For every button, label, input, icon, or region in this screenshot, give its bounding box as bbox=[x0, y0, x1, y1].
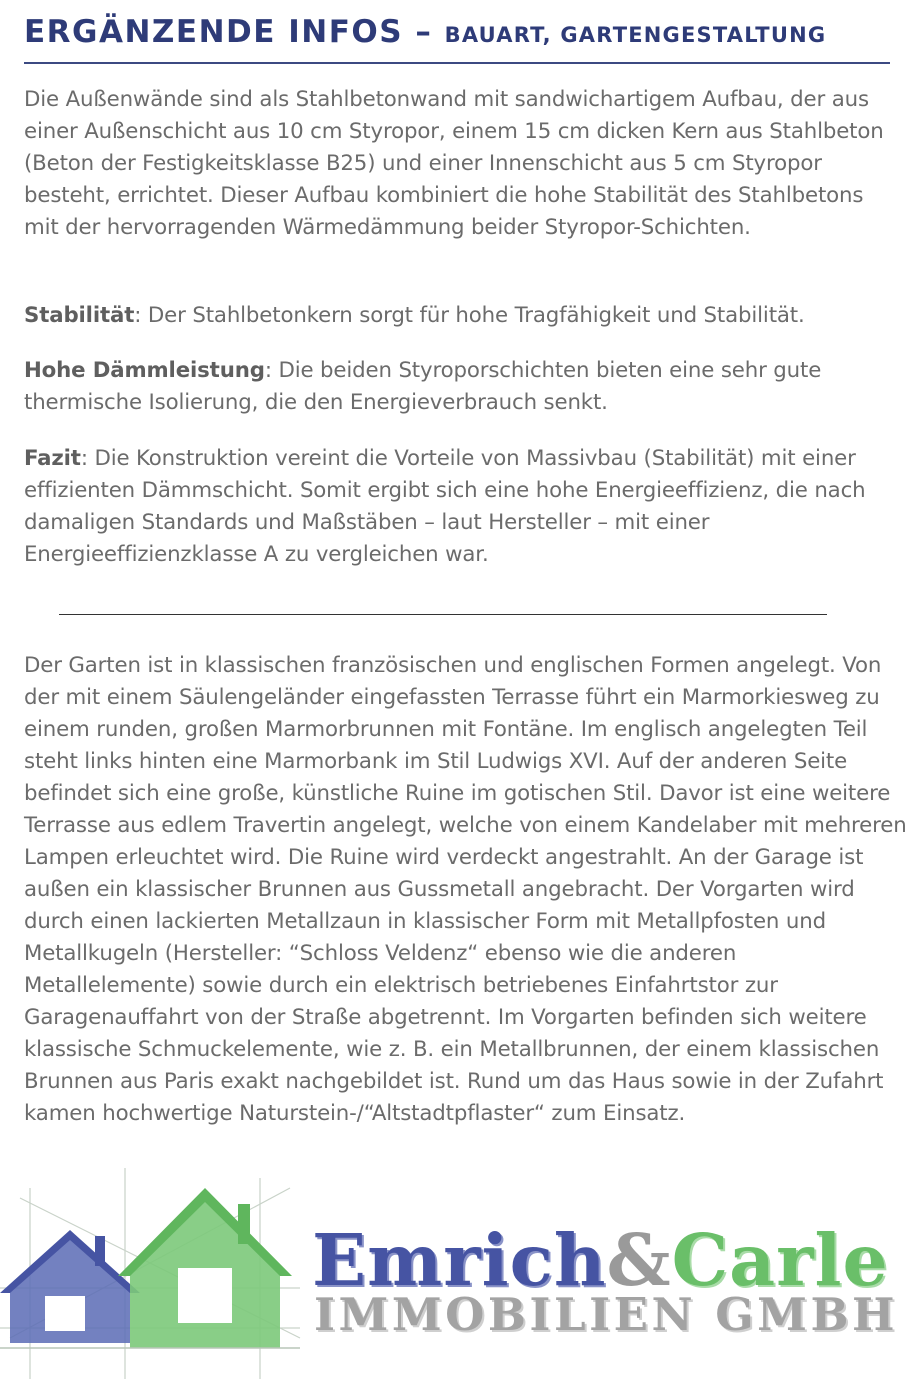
construction-intro: Die Außenwände sind als Stahlbetonwand mit sandwichartigem Aufbau, der aus einer Außenschicht aus 10 cm Styropor, einem 15 cm dicken Kern aus Stahlbeton (Beton der Festigkeitsklasse B25) und einer Innenschicht aus 5 cm Styropor besteht, errichtet. Dieser Aufbau kombiniert die hohe Stabilität des Stahlbetons mit der hervorragenden Wärmedämmung beider Styropor-Schichten. bbox=[24, 87, 884, 240]
stability-label: Stabilität bbox=[24, 303, 135, 328]
title-main: ERGÄNZENDE INFOS – bbox=[24, 14, 433, 50]
conclusion-label: Fazit bbox=[24, 446, 81, 471]
logo-subtitle: IMMOBILIEN GMBH bbox=[314, 1288, 899, 1341]
conclusion-paragraph bbox=[24, 443, 899, 571]
logo-name-emrich: Emrich bbox=[312, 1218, 607, 1302]
insulation-text: : Die beiden Styroporschichten bieten eine sehr gute thermische Isolierung, die den Energieverbrauch senkt. bbox=[24, 358, 822, 415]
garden-paragraph: Der Garten ist in klassischen französischen und englischen Formen angelegt. Von der mit einem Säulengeländer eingefassten Terrasse führt ein Marmorkiesweg zu einem runden, großen Marmorbrunnen mit Fontäne. Im englisch angelegten Teil steht links hinten eine Marmorbank im Stil Ludwigs XVI. Auf der anderen Seite befindet sich eine große, künstliche Ruine im gotischen Stil. Davor ist eine weitere Terrasse aus edlem Travertin angelegt, welche von einem Kandelaber mit mehreren Lampen erleuchtet wird. Die Ruine wird verdeckt angestrahlt. An der Garage ist außen ein klassischer Brunnen aus Gussmetall angebracht. Der Vorgarten wird durch einen lackierten Metallzaun in klassischer Form mit Metallpfosten und Metallkugeln (Hersteller: “Schloss Veldenz“ ebenso wie die anderen Metallelemente) sowie durch ein elektrisch betriebenes Einfahrtstor zur Garagenauffahrt von der Straße abgetrennt. Im Vorgarten befinden sich weitere klassische Schmuckelemente, wie z. B. ein Metallbrunnen, der einem klassischen Brunnen aus Paris exakt nachgebildet ist. Rund um das Haus sowie in der Zufahrt kamen hochwertige Naturstein-/“Altstadtpflaster“ zum Einsatz. bbox=[24, 653, 907, 1126]
conclusion-text: : Die Konstruktion vereint die Vorteile von Massivbau (Stabilität) mit einer effizienten Dämmschicht. Somit ergibt sich eine hohe Energieeffizienz, die nach damaligen Standards und Maßstäben – laut Hersteller – mit einer Energieeffizienzklasse A zu vergleichen war. bbox=[24, 446, 866, 567]
green-house-shape bbox=[118, 1188, 292, 1348]
stability-paragraph bbox=[24, 300, 904, 332]
insulation-paragraph bbox=[24, 355, 864, 419]
page-title bbox=[24, 14, 826, 50]
section-divider bbox=[59, 614, 827, 615]
insulation-label: Hohe Dämmleistung bbox=[24, 358, 265, 383]
page-header bbox=[24, 8, 890, 64]
logo-name-carle: Carle bbox=[671, 1218, 889, 1302]
stability-text: : Der Stahlbetonkern sorgt für hohe Tragfähigkeit und Stabilität. bbox=[134, 303, 805, 328]
title-subtitle: BAUART, GARTENGESTALTUNG bbox=[444, 23, 827, 47]
logo-ampersand: & bbox=[606, 1218, 672, 1302]
